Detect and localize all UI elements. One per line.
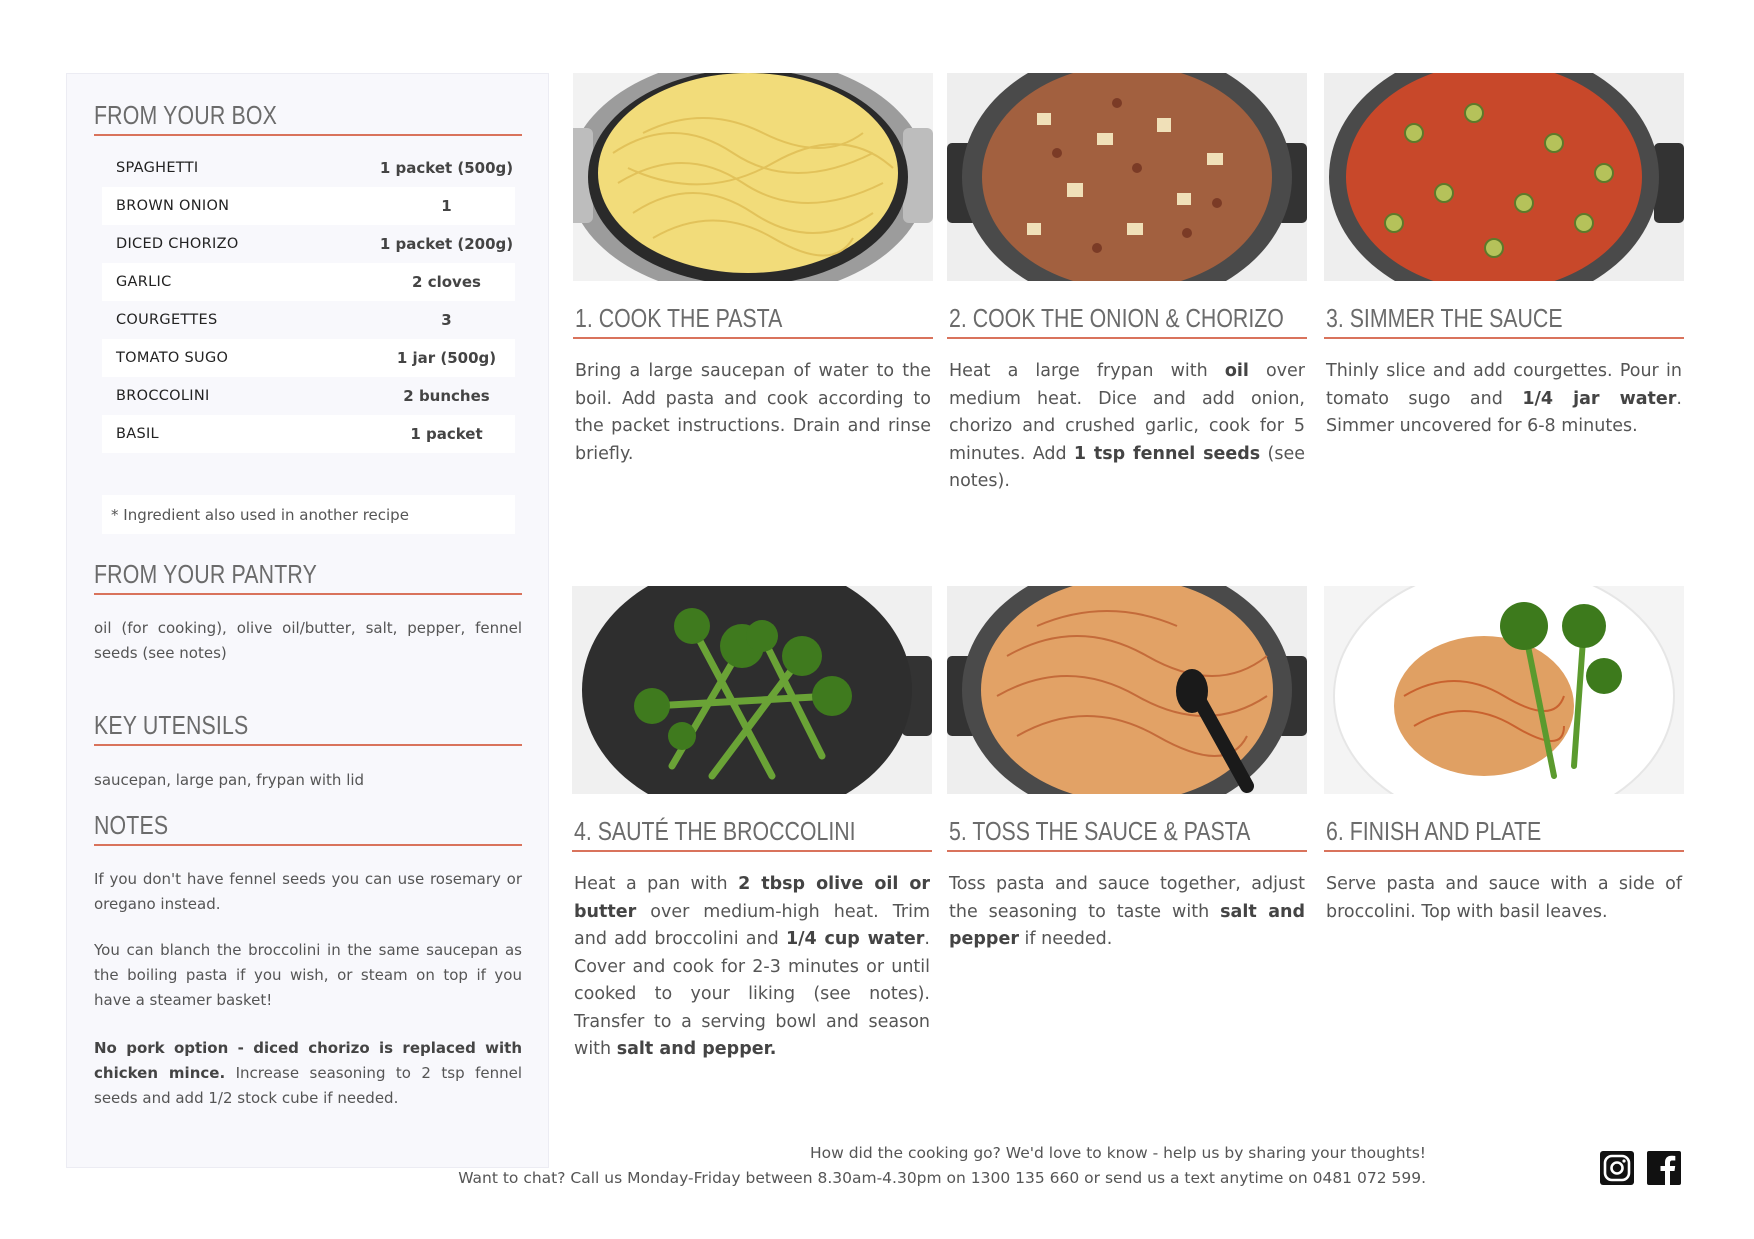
step-text-bold: 1 tsp fennel seeds [1073, 443, 1261, 464]
notes-bold-text: No pork option - diced chorizo is replaced with chicken mince. [94, 1039, 522, 1082]
step-text [949, 871, 1305, 954]
ingredient-qty: 1 packet (500g) [379, 159, 514, 177]
ingredient-name: TOMATO SUGO [116, 350, 229, 366]
instagram-icon[interactable] [1599, 1150, 1635, 1186]
plated-pasta-broccolini-image [1324, 586, 1684, 794]
ingredient-row [102, 149, 515, 187]
heading-rule [94, 744, 522, 746]
step-title: 1. COOK THE PASTA [575, 303, 783, 333]
step-title: 6. FINISH AND PLATE [1326, 816, 1542, 846]
ingredients-sidebar [66, 73, 549, 1168]
step-text-segment: Thinly slice and add courgettes. Pour in tomato sugo and [1326, 361, 1682, 409]
ingredient-row [102, 225, 515, 263]
notes-paragraph: You can blanch the broccolini in the same saucepan as the boiling pasta if you wish, or steam on top if you have a steamer basket! [94, 941, 522, 1009]
step-title: 3. SIMMER THE SAUCE [1326, 303, 1563, 333]
step-text-bold: salt and pepper. [616, 1039, 777, 1059]
step-image [1324, 73, 1684, 281]
heading-rule [947, 337, 1307, 339]
step-text-segment: . Cover and cook for 2-3 minutes or until cooked to your liking (see notes). Transfer to a serving bowl and season with [574, 929, 930, 1059]
notes-text: Increase seasoning to 2 tsp fennel seeds and add 1/2 stock cube if needed. [94, 1064, 522, 1107]
step-text-segment: over medium heat. Dice and add onion, chorizo and crushed garlic, cook for 5 minutes. Add [949, 361, 1305, 464]
step-text-segment: Heat a pan with [574, 874, 739, 894]
pan-pasta-tossed-image [947, 586, 1307, 794]
step-text-bold: salt and pepper [949, 901, 1305, 949]
step-title: 4. SAUTÉ THE BROCCOLINI [574, 816, 856, 846]
heading-rule [572, 850, 932, 852]
ingredient-qty: 2 bunches [403, 387, 490, 405]
ingredient-name: COURGETTES [116, 312, 218, 328]
step-title: 5. TOSS THE SAUCE & PASTA [949, 816, 1251, 846]
step-text [949, 358, 1305, 496]
ingredient-row [102, 263, 515, 301]
heading-rule [94, 134, 522, 136]
utensils-text: saucepan, large pan, frypan with lid [94, 771, 365, 789]
ingredient-name: SPAGHETTI [116, 160, 199, 176]
from-your-box-heading: FROM YOUR BOX [94, 100, 277, 130]
ingredient-row [102, 187, 515, 225]
ingredient-qty: 1 packet (200g) [379, 235, 514, 253]
pot-of-cooked-spaghetti-image [573, 73, 933, 281]
step-text-bold: 1/4 cup water [785, 929, 925, 949]
step-text [1326, 871, 1682, 926]
heading-rule [94, 844, 522, 846]
footer-contact-text: Want to chat? Call us Monday-Friday between 8.30am-4.30pm on 1300 135 660 or send us a text anytime on 0481 072 599. [458, 1169, 1426, 1187]
step-text [1326, 358, 1682, 441]
step-text-segment: over medium-high heat. Trim and add broccolini and [574, 901, 930, 949]
heading-rule [1324, 850, 1684, 852]
step-image [947, 73, 1307, 281]
key-utensils-heading: KEY UTENSILS [94, 710, 249, 740]
step-image [1324, 586, 1684, 794]
step-text-bold: 2 tbsp olive oil or butter [574, 874, 930, 922]
step-text-segment: Heat a large frypan with [949, 361, 1225, 381]
ingredient-row [102, 339, 515, 377]
step-text-segment: (see notes). [949, 443, 1305, 491]
ingredient-name: DICED CHORIZO [116, 236, 239, 252]
ingredient-name: BROWN ONION [116, 198, 230, 214]
step-image [572, 586, 932, 794]
step-text-bold: oil [1224, 361, 1249, 381]
heading-rule [94, 593, 522, 595]
step-text-segment: Toss pasta and sauce together, adjust the seasoning to taste with [949, 874, 1305, 922]
heading-rule [1324, 337, 1684, 339]
step-text [575, 358, 931, 468]
ingredient-name: GARLIC [116, 274, 172, 290]
from-your-pantry-heading: FROM YOUR PANTRY [94, 559, 317, 589]
step-text [574, 871, 930, 1064]
ingredient-row [102, 301, 515, 339]
step-text-segment: if needed. [1018, 929, 1113, 949]
ingredient-name: BROCCOLINI [116, 388, 210, 404]
heading-rule [947, 850, 1307, 852]
step-text-bold: 1/4 jar water [1522, 388, 1677, 409]
step-title: 2. COOK THE ONION & CHORIZO [949, 303, 1284, 333]
ingredient-row [102, 377, 515, 415]
pan-tomato-sauce-courgette-image [1324, 73, 1684, 281]
step-image [947, 586, 1307, 794]
heading-rule [573, 337, 933, 339]
footer-feedback-text: How did the cooking go? We'd love to know - help us by sharing your thoughts! [809, 1144, 1426, 1162]
step-image [573, 73, 933, 281]
ingredient-footnote: * Ingredient also used in another recipe [102, 495, 515, 534]
ingredient-qty: 1 [441, 197, 452, 215]
step-text-segment: . Simmer uncovered for 6-8 minutes. [1326, 388, 1682, 436]
ingredient-qty: 3 [441, 311, 452, 329]
step-text-segment: Serve pasta and sauce with a side of broccolini. Top with basil leaves. [1326, 874, 1682, 922]
notes-heading: NOTES [94, 810, 169, 840]
notes-paragraph: If you don't have fennel seeds you can use rosemary or oregano instead. [94, 870, 522, 913]
ingredient-qty: 1 packet [410, 425, 483, 443]
ingredient-qty: 1 jar (500g) [396, 349, 497, 367]
step-text-segment: Bring a large saucepan of water to the boil. Add pasta and cook according to the packet instructions. Drain and rinse briefly. [575, 361, 931, 464]
pan-broccolini-image [572, 586, 932, 794]
ingredient-name: BASIL [116, 426, 159, 442]
facebook-icon[interactable] [1646, 1150, 1682, 1186]
ingredients-table [102, 149, 515, 453]
pantry-text: oil (for cooking), olive oil/butter, salt, pepper, fennel seeds (see notes) [94, 619, 522, 662]
ingredient-row [102, 415, 515, 453]
notes-paragraph [94, 1036, 522, 1111]
ingredient-qty: 2 cloves [412, 273, 481, 291]
frypan-onion-chorizo-image [947, 73, 1307, 281]
